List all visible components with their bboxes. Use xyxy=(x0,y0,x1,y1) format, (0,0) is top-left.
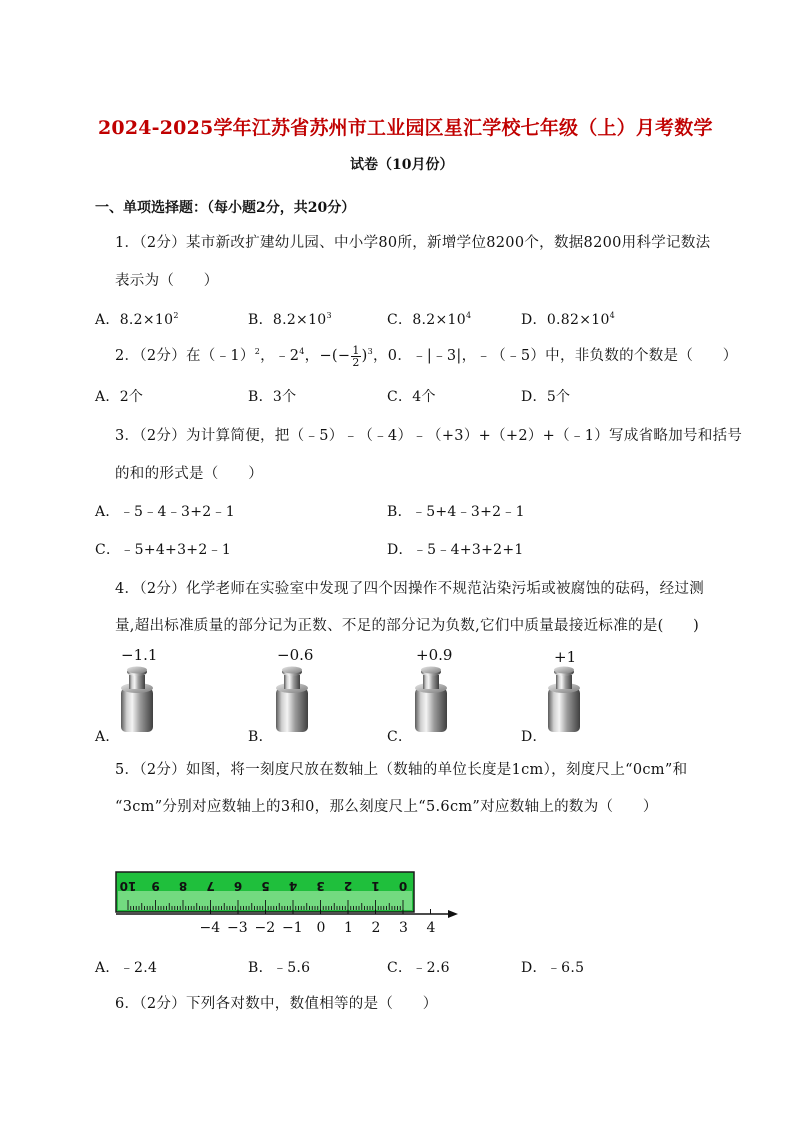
q1-option-d[interactable]: D．$0.82\times 10^4$ xyxy=(521,311,616,328)
axis-label: −2 xyxy=(254,920,276,936)
ruler-tick-label: 6 xyxy=(233,879,243,893)
question-5-text-cont: “3cm”分别对应数轴上的3和0，那么刻度尺上“5.6cm”对应数轴上的数为（ ） xyxy=(115,799,658,815)
q4-option-c[interactable]: C． xyxy=(387,729,413,745)
ruler-tick-label: 5 xyxy=(261,879,270,893)
question-6-text: 6．（2分）下列各对数中，数值相等的是（ ） xyxy=(115,996,438,1012)
question-3-text-cont: 的和的形式是（ ） xyxy=(115,466,263,482)
ruler-tick-label: 8 xyxy=(178,879,188,893)
q5-option-d[interactable]: D．﹣6.5 xyxy=(521,960,585,976)
axis-label: 4 xyxy=(426,920,436,936)
question-3-text: 3．（2分）为计算简便，把（﹣5）﹣（﹣4）﹣（+3）+（+2）+（﹣1）写成省略加号和括号 xyxy=(115,428,743,444)
q3-option-b[interactable]: B．﹣5+4﹣3+2﹣1 xyxy=(387,504,525,520)
ruler-tick-label: 3 xyxy=(316,879,325,893)
page-subtitle: 试卷（10月份） xyxy=(350,157,454,173)
q3-option-d[interactable]: D．﹣5﹣4+3+2+1 xyxy=(387,542,524,558)
ruler-tick-label: 4 xyxy=(288,879,298,893)
axis-label: −4 xyxy=(199,920,221,936)
q1-option-b[interactable]: B．$8.2\times 10^3$ xyxy=(248,311,332,328)
q2-option-b[interactable]: B．3个 xyxy=(248,389,297,405)
q5-option-a[interactable]: A．﹣2.4 xyxy=(95,960,158,976)
section-heading: 一、单项选择题：（每小题2分，共20分） xyxy=(95,200,356,216)
fraction-one-half: $\frac{1}{2}$ xyxy=(352,343,360,369)
ruler-tick-label: 0 xyxy=(398,879,408,893)
question-4-text-cont: 量,超出标准质量的部分记为正数、不足的部分记为负数,它们中质量最接近标准的是( ) xyxy=(115,618,700,634)
weight-label-c: +0.9 xyxy=(416,646,453,664)
q2-option-c[interactable]: C．4个 xyxy=(387,389,436,405)
weight-label-a: −1.1 xyxy=(121,646,158,664)
axis-label: −1 xyxy=(282,920,303,936)
q4-option-a[interactable]: A． xyxy=(95,729,120,745)
axis-label: 0 xyxy=(316,920,326,936)
ruler-tick-label: 1 xyxy=(371,879,380,893)
q3-option-a[interactable]: A．﹣5﹣4﹣3+2﹣1 xyxy=(95,504,235,520)
q5-option-c[interactable]: C．﹣2.6 xyxy=(387,960,450,976)
ruler-tick-label: 7 xyxy=(206,879,215,893)
q4-option-d[interactable]: D． xyxy=(521,729,547,745)
question-1-text-cont: 表示为（ ） xyxy=(115,273,219,289)
q4-option-b[interactable]: B． xyxy=(248,729,273,745)
q5-option-b[interactable]: B．﹣5.6 xyxy=(248,960,311,976)
question-5-text: 5．（2分）如图，将一刻度尺放在数轴上（数轴的单位长度是1cm），刻度尺上“0cm”和 xyxy=(115,762,688,778)
weight-label-b: −0.6 xyxy=(277,646,314,664)
axis-label: 2 xyxy=(371,920,381,936)
ruler-tick-label: 10 xyxy=(119,879,137,893)
question-2-text: 2．（2分）在（﹣1）$^2$，$﹣2^4$，−(− $\frac{1}{2}$ )$^3$，0．﹣|﹣3|，﹣（﹣5）中，非负数的个数是（ ） xyxy=(115,343,738,369)
q1-option-a[interactable]: A．$8.2\times 10^2$ xyxy=(95,311,179,328)
axis-label: −3 xyxy=(227,920,248,936)
axis-label: 3 xyxy=(399,920,408,936)
weight-label-d: +1 xyxy=(554,648,577,666)
ruler-tick-label: 2 xyxy=(343,879,353,893)
q1-option-c[interactable]: C．$8.2\times 10^4$ xyxy=(387,311,472,328)
q2-option-d[interactable]: D．5个 xyxy=(521,389,571,405)
question-4-text: 4．（2分）化学老师在实验室中发现了四个因操作不规范沾染污垢或被腐蚀的砝码，经过测 xyxy=(115,581,704,597)
page-title: 2024-2025学年江苏省苏州市工业园区星汇学校七年级（上）月考数学 xyxy=(98,117,713,139)
question-1-text: 1．（2分）某市新改扩建幼儿园、中小学80所，新增学位8200个，数据8200用科学记数法 xyxy=(115,235,711,251)
q3-option-c[interactable]: C．﹣5+4+3+2﹣1 xyxy=(95,542,232,558)
ruler-tick-label: 9 xyxy=(151,879,160,893)
q2-option-a[interactable]: A．2个 xyxy=(95,389,144,405)
axis-label: 1 xyxy=(344,920,353,936)
number-line-arrow-icon xyxy=(448,910,458,918)
